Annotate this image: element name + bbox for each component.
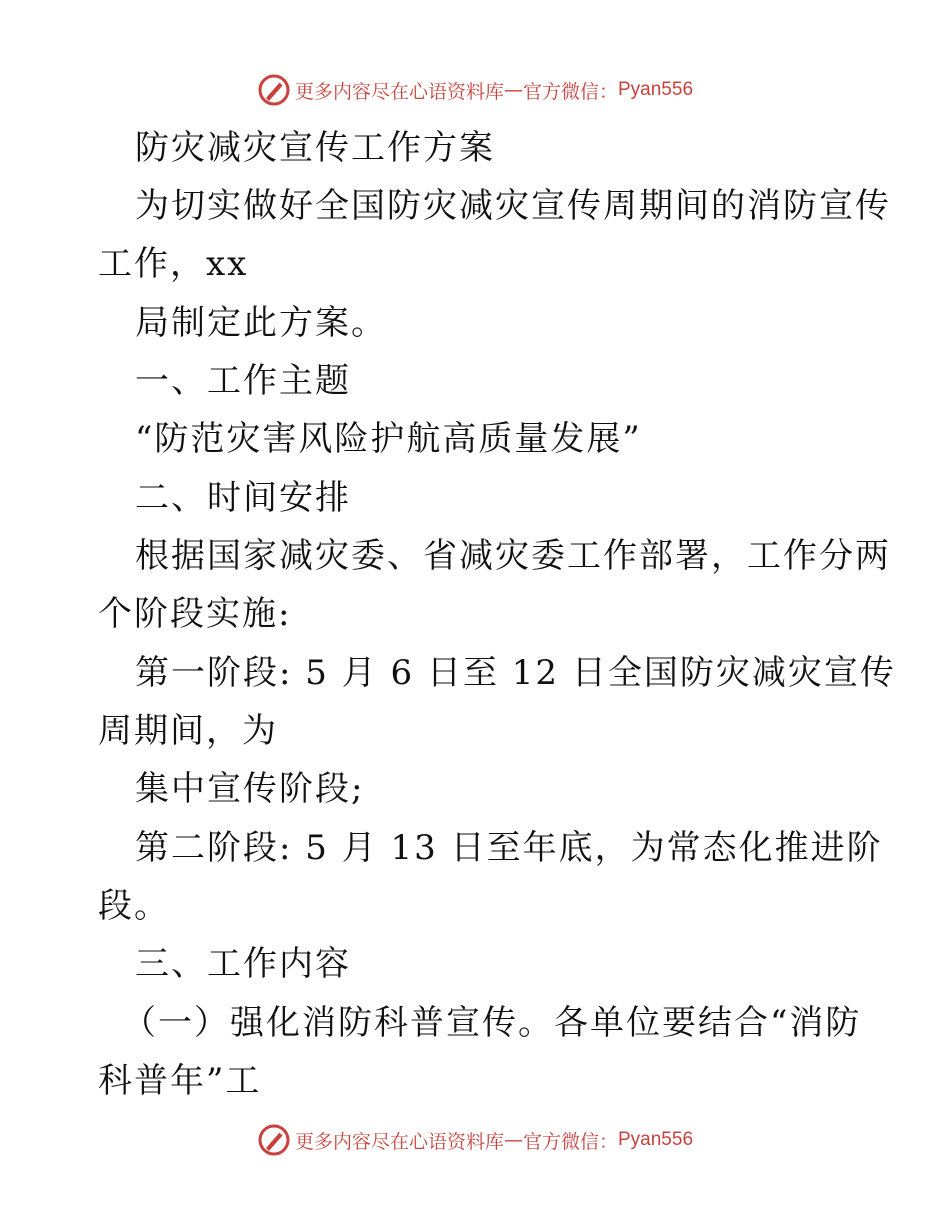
section-heading: 二、时间安排 xyxy=(135,478,351,518)
paragraph-line: 根据国家减灾委、省减灾委工作部署，工作分两 xyxy=(135,536,891,576)
watermark-wechat-label: 官方微信： xyxy=(522,1130,618,1153)
paragraph-line: 工作，xx xyxy=(98,244,249,284)
section-heading: 一、工作主题 xyxy=(135,361,351,401)
paragraph-line: 为切实做好全国防灾减灾宣传周期间的消防宣传 xyxy=(135,186,891,226)
paragraph-line: 集中宣传阶段; xyxy=(135,769,365,809)
watermark-wechat-id: Pyan556 xyxy=(618,79,694,100)
watermark-wechat-id: Pyan556 xyxy=(618,1129,694,1150)
watermark-separator: — xyxy=(503,79,523,101)
paragraph-line: 科普年”工 xyxy=(98,1061,262,1101)
pen-seal-logo-icon xyxy=(257,73,291,107)
paragraph-line: 第二阶段: 5 月 13 日至年底，为常态化推进阶 xyxy=(135,828,883,868)
watermark-separator: — xyxy=(503,1129,523,1151)
pen-seal-logo-icon xyxy=(257,1123,291,1157)
document-title: 防灾减灾宣传工作方案 xyxy=(135,128,495,168)
paragraph-line: 周期间，为 xyxy=(98,711,278,751)
paragraph-line: 第一阶段: 5 月 6 日至 12 日全国防灾减灾宣传 xyxy=(135,653,896,693)
paragraph-line: 局制定此方案。 xyxy=(135,303,387,343)
watermark-wechat-label: 官方微信： xyxy=(522,80,618,103)
theme-quote: “防范灾害风险护航高质量发展” xyxy=(135,419,642,459)
paragraph-line: （一）强化消防科普宣传。各单位要结合“消防 xyxy=(122,1003,862,1043)
watermark-brand: 更多内容尽在心语资料库 xyxy=(294,80,504,103)
watermark-brand: 更多内容尽在心语资料库 xyxy=(294,1130,504,1153)
paragraph-line: 个阶段实施: xyxy=(98,594,292,634)
header-watermark xyxy=(0,70,950,110)
footer-watermark xyxy=(0,1120,950,1160)
paragraph-line: 段。 xyxy=(98,886,170,926)
section-heading: 三、工作内容 xyxy=(135,944,351,984)
